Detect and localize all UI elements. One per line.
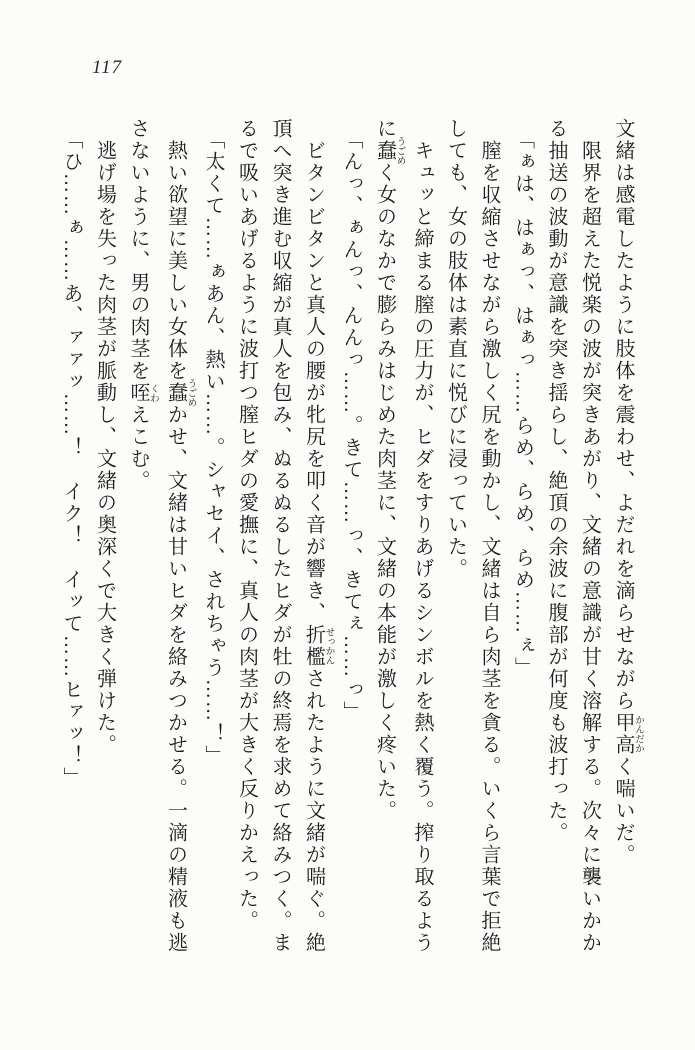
text-line: 文緒は感電したように肢体を震わせ、よだれを滴らせながら甲高 かんだかく喘いだ。 (612, 118, 643, 866)
text-line: しても、女の肢体は素直に悦びに浸っていた。 (444, 118, 467, 580)
ruby-annotated-word: 蠢 うごめ (373, 136, 405, 166)
text-line: 熱い欲望に美しい女体を蠢 うごめかせ、文緒は甘いヒダを絡みつかせる。一滴の精液も逃 (164, 140, 196, 954)
text-line: ビタンビタンと真人の腰が牝尻を叩く音が響き、折檻 せっかんされたように文緒が喘ぐ。絶 (302, 140, 334, 954)
body-text (54, 118, 644, 958)
text-line: 「ぁは、はぁっ、はぁっ……らめ、らめ、らめ……ぇ」 (511, 129, 534, 679)
page-number: 117 (92, 57, 123, 78)
text-line: るで吸いあげるように波打つ膣ヒダの愛撫に、真人の肉茎が大きく反りかえった。 (235, 118, 258, 932)
text-line: 限界を超えた悦楽の波が突きあがり、文緒の意識が甘く溶解する。次々に襲いかか (578, 140, 601, 954)
text-line: る抽送の波動が意識を突き揺らし、絶頂の余波に腹部が何度も波打った。 (545, 118, 567, 844)
text-line: さないように、男の肉茎を咥 くわえこむ。 (127, 118, 158, 492)
ruby-annotated-word: 咥 くわ (127, 382, 158, 404)
ruby-annotated-word: 蠢 うごめ (164, 378, 196, 408)
text-line: に蠢 うごめく女のなかで膨らみはじめた肉茎に、文緒の本能が激しく疼いた。 (373, 118, 405, 822)
text-line: 逃げ場を失った肉茎が脈動し、文緒の奥深くで大きく弾けた。 (93, 140, 116, 756)
text-line: 膣を収縮させながら激しく尻を動かし、文緒は自ら肉茎を貪る。いくら言葉で拒絶 (478, 140, 500, 954)
ruby-annotated-word: 折檻 せっかん (302, 624, 334, 668)
text-line: 「ひ……ぁ……あ、ァァッ……！ イク！ イッて……ヒァッ！」 (60, 129, 82, 789)
text-line: 「んっ、ぁんっ、んんっ……。きて……っ、きてぇ……っ」 (340, 129, 362, 723)
ruby-annotated-word: 甲高 かんだか (612, 712, 643, 756)
text-line: キュッと締まる膣の圧力が、ヒダをすりあげるシンボルを熱く覆う。搾り取るよう (411, 140, 433, 954)
text-line: 頂へ突き進む収縮が真人を包み、ぬるぬるしたヒダが牡の終焉を求めて絡みつく。ま (269, 118, 291, 954)
text-line: 「太くて……ぁあん、熱い……。シャセイ、されちゃう……！」 (202, 129, 224, 767)
